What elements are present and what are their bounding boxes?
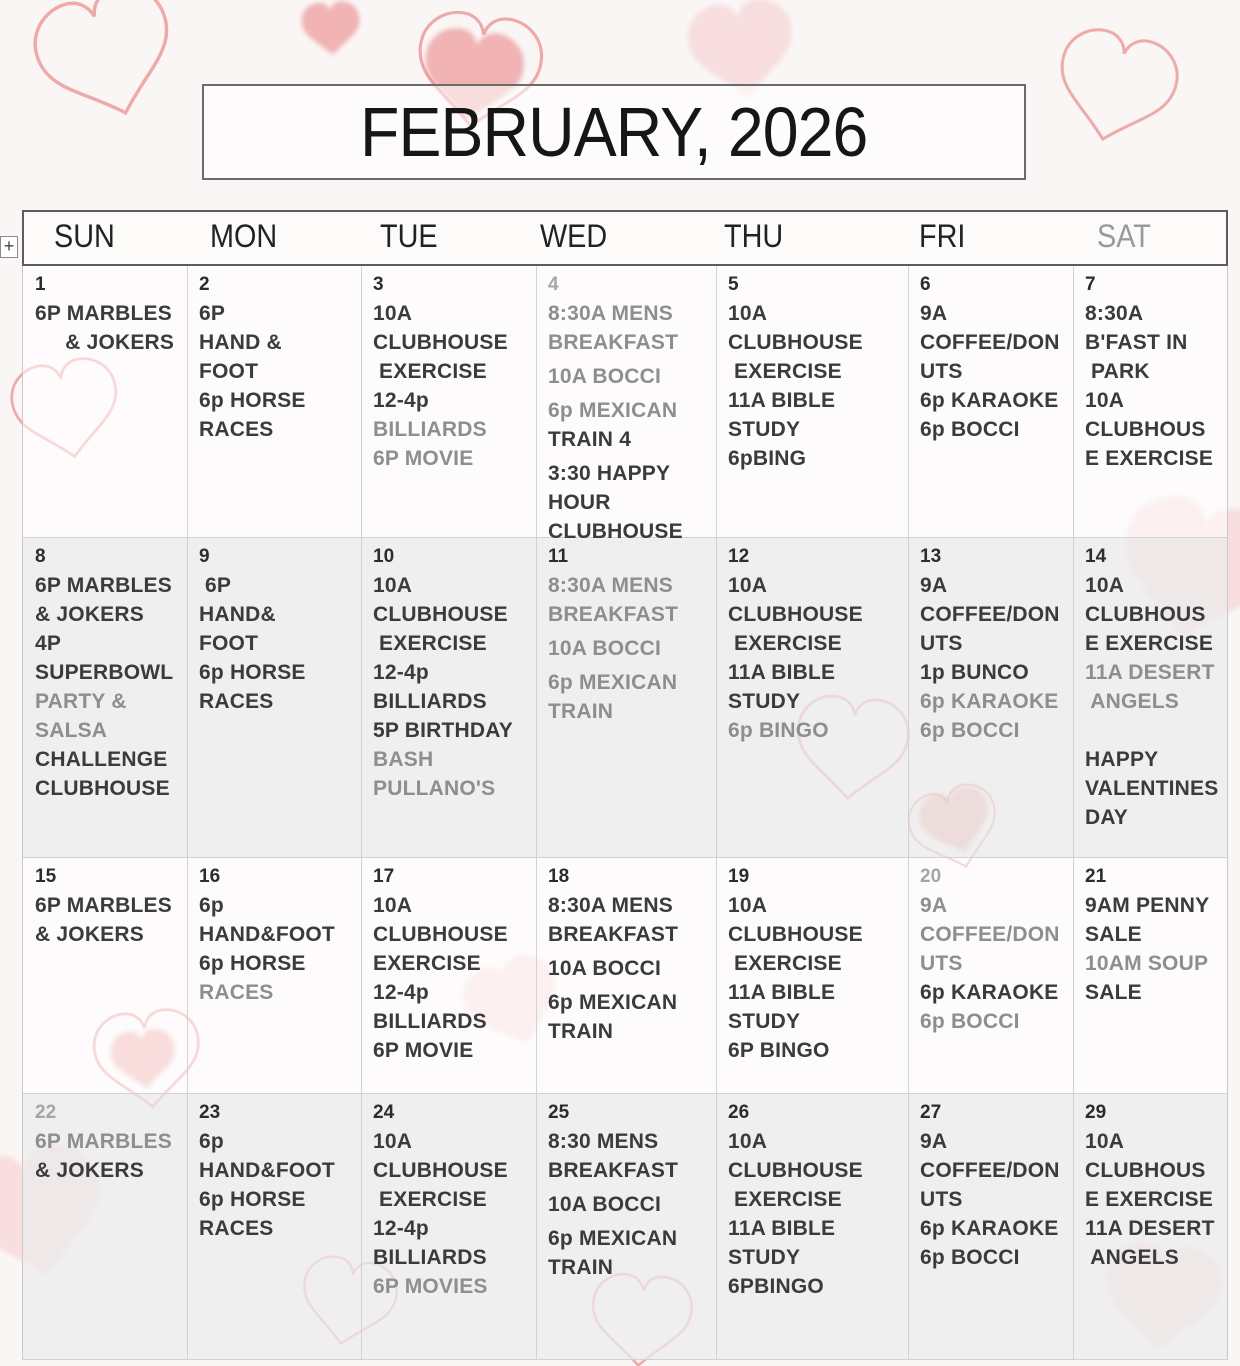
event-line: COFFEE/DON <box>920 331 1060 354</box>
event-line: 9A <box>920 302 948 325</box>
event-line: 6p HORSE <box>199 389 306 412</box>
event-line: 10A BOCCI <box>548 365 662 388</box>
day-number: 22 <box>35 1102 57 1123</box>
event-line: HOUR <box>548 491 611 514</box>
day-cell[interactable] <box>361 266 536 537</box>
event-line: 6P <box>199 574 232 597</box>
event-line: EXERCISE <box>373 632 487 655</box>
event-line: 9A <box>920 574 948 597</box>
event-line: CLUBHOUSE <box>373 603 508 626</box>
event-line: CLUBHOUSE <box>728 1159 863 1182</box>
event-line: STUDY <box>728 1246 801 1269</box>
day-number: 19 <box>728 866 750 887</box>
event-line: 10AM SOUP <box>1085 952 1209 975</box>
day-number: 6 <box>920 274 931 295</box>
day-number: 15 <box>35 866 57 887</box>
day-number: 10 <box>373 546 395 567</box>
event-line: SUPERBOWL <box>35 661 174 684</box>
event-line: UTS <box>920 360 963 383</box>
event-line: 11A BIBLE <box>728 661 836 684</box>
event-line: 12-4p <box>373 661 429 684</box>
event-line: 9A <box>920 1130 948 1153</box>
event-line: EXERCISE <box>728 360 842 383</box>
event-line: & JOKERS <box>35 923 144 946</box>
event-line: 10A BOCCI <box>548 957 662 980</box>
event-line: 10A <box>728 574 768 597</box>
event-line: 6P <box>199 302 226 325</box>
event-line: 3:30 HAPPY <box>548 462 671 485</box>
event-line: STUDY <box>728 1010 801 1033</box>
event-line: 6P MARBLES <box>35 302 172 325</box>
event-line: 6p KARAOKE <box>920 690 1059 713</box>
weekday-fri: FRI <box>919 218 966 254</box>
event-line: FOOT <box>199 360 259 383</box>
day-number: 7 <box>1085 274 1096 295</box>
event-line: TRAIN 4 <box>548 428 632 451</box>
event-line: 11A BIBLE <box>728 1217 836 1240</box>
day-cell[interactable] <box>187 266 361 537</box>
event-line: 6p HORSE <box>199 952 306 975</box>
event-line: RACES <box>199 690 274 713</box>
weekday-header-row <box>22 210 1228 266</box>
event-line: 8:30A MENS <box>548 302 673 325</box>
day-cell[interactable] <box>23 1094 187 1359</box>
event-line: BILLIARDS <box>373 418 487 441</box>
event-line: HAPPY <box>1085 748 1159 771</box>
event-line: PARTY & <box>35 690 127 713</box>
event-line: 6P MARBLES <box>35 574 172 597</box>
event-line: CLUBHOUS <box>1085 603 1206 626</box>
event-line: 6p MEXICAN <box>548 991 678 1014</box>
event-line: 12-4p <box>373 389 429 412</box>
day-number: 24 <box>373 1102 395 1123</box>
event-line: 5P BIRTHDAY <box>373 719 513 742</box>
event-line: 12-4p <box>373 1217 429 1240</box>
event-line: TRAIN <box>548 1020 614 1043</box>
event-line: 1p BUNCO <box>920 661 1029 684</box>
event-line: E EXERCISE <box>1085 1188 1214 1211</box>
weekday-wed: WED <box>540 218 608 254</box>
event-line: CLUBHOUSE <box>728 331 863 354</box>
event-line: B'FAST IN <box>1085 331 1188 354</box>
day-cell[interactable] <box>23 266 187 537</box>
event-line: CLUBHOUSE <box>373 1159 508 1182</box>
event-line: 6p HORSE <box>199 661 306 684</box>
weekday-tue: TUE <box>380 218 438 254</box>
event-line: 10A <box>373 574 413 597</box>
event-line: HAND & <box>199 331 282 354</box>
day-cell[interactable] <box>536 858 716 1093</box>
event-line: 6P MOVIE <box>373 447 474 470</box>
event-line: 6p MEXICAN <box>548 671 678 694</box>
event-line: CLUBHOUS <box>1085 418 1206 441</box>
event-line: EXERCISE <box>373 360 487 383</box>
day-number: 25 <box>548 1102 570 1123</box>
event-line: CLUBHOUSE <box>728 923 863 946</box>
event-line: CLUBHOUSE <box>373 923 508 946</box>
day-cell[interactable] <box>361 858 536 1093</box>
day-number: 27 <box>920 1102 942 1123</box>
day-number: 12 <box>728 546 750 567</box>
event-line: BASH <box>373 748 434 771</box>
calendar-title: FEBRUARY, 2026 <box>360 93 868 171</box>
day-number: 20 <box>920 866 942 887</box>
event-line: CLUBHOUSE <box>373 331 508 354</box>
event-line: CLUBHOUSE <box>548 520 683 543</box>
event-line: 10A <box>373 894 413 917</box>
event-line: 8:30A MENS <box>548 574 673 597</box>
day-number: 2 <box>199 274 210 295</box>
event-line: 6p HORSE <box>199 1188 306 1211</box>
event-line <box>1085 716 1227 745</box>
day-number: 13 <box>920 546 942 567</box>
day-cell[interactable] <box>23 538 187 857</box>
day-number: 11 <box>548 546 569 567</box>
event-line: 6P MARBLES <box>35 1130 172 1153</box>
event-line: 11A DESERT <box>1085 1217 1215 1240</box>
event-line: EXERCISE <box>728 1188 842 1211</box>
event-line: 6p BOCCI <box>920 1246 1020 1269</box>
event-line: 9A <box>920 894 948 917</box>
day-number: 5 <box>728 274 739 295</box>
day-cell[interactable] <box>536 266 716 543</box>
event-line: CLUBHOUS <box>1085 1159 1206 1182</box>
event-line: HAND& <box>199 603 276 626</box>
event-line: COFFEE/DON <box>920 923 1060 946</box>
event-line: EXERCISE <box>728 952 842 975</box>
event-line: 6p BINGO <box>728 719 829 742</box>
event-line: EXERCISE <box>373 1188 487 1211</box>
day-cell[interactable] <box>1073 538 1227 857</box>
day-number: 1 <box>35 274 46 295</box>
day-cell[interactable] <box>536 538 716 857</box>
event-line: 10A <box>1085 389 1125 412</box>
event-line: 6p <box>199 1130 224 1153</box>
event-line: 11A DESERT <box>1085 661 1215 684</box>
day-cell[interactable] <box>908 266 1073 537</box>
event-line: 6p <box>199 894 224 917</box>
event-line: & JOKERS <box>35 331 175 354</box>
day-cell[interactable] <box>716 538 908 857</box>
event-line: 6P MARBLES <box>35 894 172 917</box>
day-number: 3 <box>373 274 384 295</box>
event-line: UTS <box>920 632 963 655</box>
day-cell[interactable] <box>361 1094 536 1359</box>
day-cell[interactable] <box>716 858 908 1093</box>
day-number: 9 <box>199 546 210 567</box>
event-line: 10A <box>1085 574 1125 597</box>
week-row <box>23 1094 1227 1360</box>
event-line: HAND&FOOT <box>199 1159 335 1182</box>
event-line: 10A <box>1085 1130 1125 1153</box>
event-line: RACES <box>199 1217 274 1240</box>
day-cell[interactable] <box>361 538 536 857</box>
event-line: 6P BINGO <box>728 1039 830 1062</box>
day-number: 17 <box>373 866 395 887</box>
event-line: 10A <box>373 302 413 325</box>
day-number: 23 <box>199 1102 221 1123</box>
day-number: 8 <box>35 546 46 567</box>
event-line: 8:30A <box>1085 302 1144 325</box>
table-move-handle-icon[interactable]: + <box>0 236 18 258</box>
week-row <box>23 858 1227 1094</box>
day-cell[interactable] <box>1073 858 1227 1093</box>
day-cell[interactable] <box>908 858 1073 1093</box>
event-line: CLUBHOUSE <box>728 603 863 626</box>
event-line: CLUBHOUSE <box>35 777 170 800</box>
event-line: TRAIN <box>548 1256 614 1279</box>
event-line: VALENTINES <box>1085 777 1219 800</box>
event-line: COFFEE/DON <box>920 1159 1060 1182</box>
day-cell[interactable] <box>908 538 1073 857</box>
event-line: BILLIARDS <box>373 1246 487 1269</box>
day-number: 16 <box>199 866 221 887</box>
weekday-sun: SUN <box>54 218 115 254</box>
event-line: FOOT <box>199 632 259 655</box>
event-line: BREAKFAST <box>548 923 679 946</box>
day-cell[interactable] <box>187 1094 361 1359</box>
event-line: RACES <box>199 981 274 1004</box>
event-line: BREAKFAST <box>548 331 679 354</box>
event-line: 6p KARAOKE <box>920 1217 1059 1240</box>
event-line: 6p KARAOKE <box>920 389 1059 412</box>
event-line: 6pBING <box>728 447 807 470</box>
event-line: STUDY <box>728 418 801 441</box>
weekday-thu: THU <box>724 218 784 254</box>
event-line: 6p BOCCI <box>920 719 1020 742</box>
day-number: 29 <box>1085 1102 1107 1123</box>
event-line: 6p MEXICAN <box>548 1227 678 1250</box>
event-line: 8:30A MENS <box>548 894 673 917</box>
event-line: SALSA <box>35 719 108 742</box>
event-line: 6p MEXICAN <box>548 399 678 422</box>
event-line: 4P <box>35 632 62 655</box>
event-line: TRAIN <box>548 700 614 723</box>
event-line: BREAKFAST <box>548 1159 679 1182</box>
event-line: E EXERCISE <box>1085 447 1214 470</box>
event-line: 10A BOCCI <box>548 637 662 660</box>
event-line: RACES <box>199 418 274 441</box>
calendar-grid <box>22 266 1228 1360</box>
event-line: 8:30 MENS <box>548 1130 659 1153</box>
event-line: 10A <box>728 1130 768 1153</box>
day-number: 26 <box>728 1102 750 1123</box>
day-cell[interactable] <box>187 858 361 1093</box>
event-line: CHALLENGE <box>35 748 168 771</box>
day-cell[interactable] <box>908 1094 1073 1359</box>
event-line: BILLIARDS <box>373 690 487 713</box>
event-line: 6p BOCCI <box>920 1010 1020 1033</box>
day-number: 4 <box>548 274 559 295</box>
event-line: 11A BIBLE <box>728 981 836 1004</box>
day-number: 21 <box>1085 866 1107 887</box>
day-cell[interactable] <box>716 1094 908 1359</box>
day-cell[interactable] <box>23 858 187 1093</box>
event-line: 12-4p <box>373 981 429 1004</box>
week-row <box>23 266 1227 543</box>
event-line: BILLIARDS <box>373 1010 487 1033</box>
event-line: E EXERCISE <box>1085 632 1214 655</box>
day-number: 14 <box>1085 546 1107 567</box>
event-line: 6p KARAOKE <box>920 981 1059 1004</box>
day-cell[interactable] <box>1073 266 1227 537</box>
event-line: 10A <box>728 302 768 325</box>
event-line: ANGELS <box>1085 690 1179 713</box>
event-line: PULLANO'S <box>373 777 496 800</box>
event-line: 10A <box>373 1130 413 1153</box>
event-line: STUDY <box>728 690 801 713</box>
event-line: & JOKERS <box>35 1159 144 1182</box>
weekday-mon: MON <box>210 218 278 254</box>
event-line: 6PBINGO <box>728 1275 824 1298</box>
event-line: SALE <box>1085 981 1142 1004</box>
event-line: DAY <box>1085 806 1129 829</box>
day-cell[interactable] <box>716 266 908 537</box>
event-line: SALE <box>1085 923 1142 946</box>
event-line: 6p BOCCI <box>920 418 1020 441</box>
event-line: EXERCISE <box>373 952 481 975</box>
event-line: HAND&FOOT <box>199 923 335 946</box>
day-number: 18 <box>548 866 570 887</box>
day-cell[interactable] <box>536 1094 716 1359</box>
event-line: 10A <box>728 894 768 917</box>
event-line: COFFEE/DON <box>920 603 1060 626</box>
event-line: 11A BIBLE <box>728 389 836 412</box>
event-line: UTS <box>920 1188 963 1211</box>
day-cell[interactable] <box>1073 1094 1227 1359</box>
weekday-sat: SAT <box>1097 218 1151 254</box>
event-line: 6P MOVIES <box>373 1275 488 1298</box>
day-cell[interactable] <box>187 538 361 857</box>
event-line: 10A BOCCI <box>548 1193 662 1216</box>
event-line: 6P MOVIE <box>373 1039 474 1062</box>
event-line: BREAKFAST <box>548 603 679 626</box>
event-line: UTS <box>920 952 963 975</box>
event-line: EXERCISE <box>728 632 842 655</box>
week-row <box>23 538 1227 858</box>
event-line: PARK <box>1085 360 1150 383</box>
calendar-title-box <box>202 84 1026 180</box>
event-line: & JOKERS <box>35 603 144 626</box>
event-line: 9AM PENNY <box>1085 894 1210 917</box>
event-line: ANGELS <box>1085 1246 1179 1269</box>
